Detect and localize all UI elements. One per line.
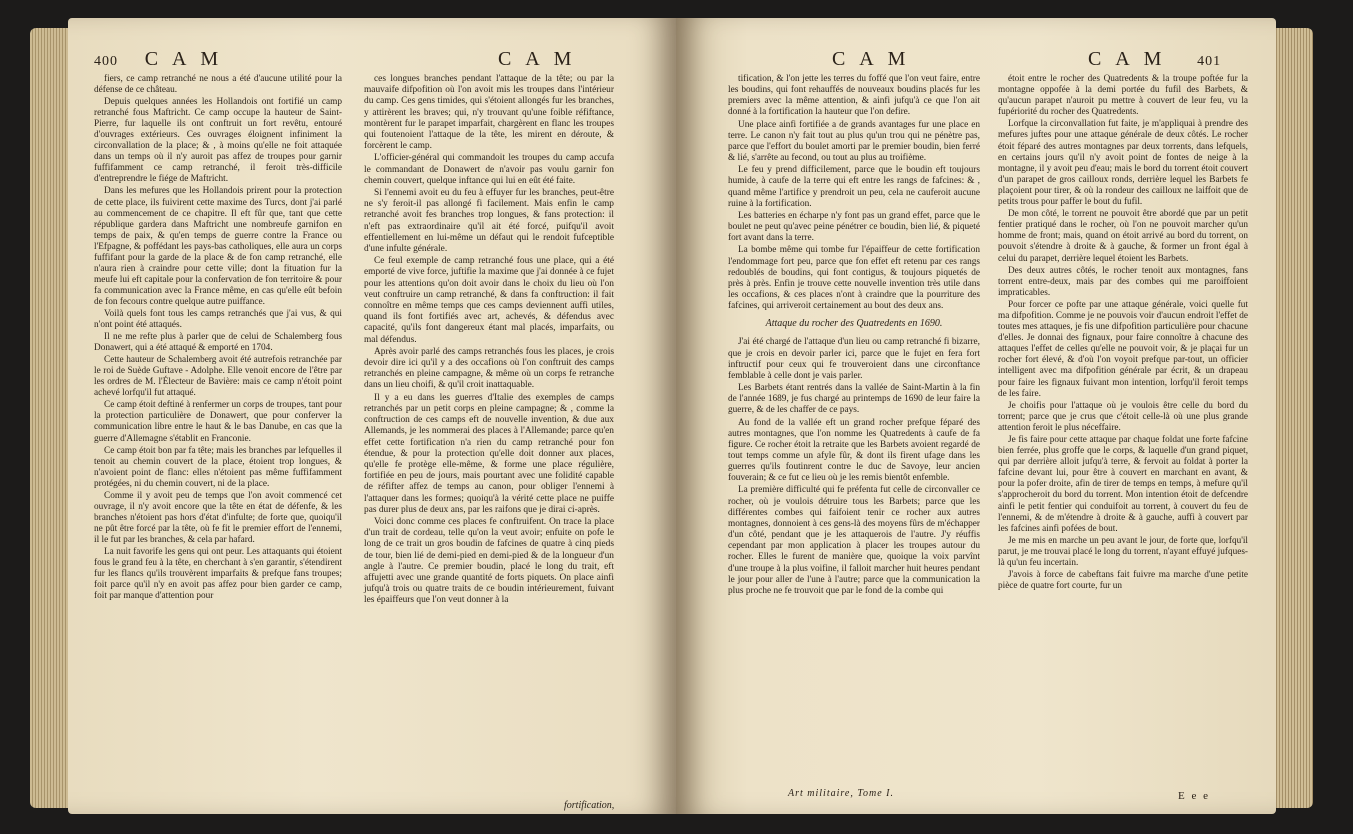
paragraph: Voici donc comme ces places fe conftruifent. On trace la place d'un trait de cordeau, telle qu'on la veut avoir; enfuite on pofe le long de ce trait un gros boudin de fafcines de quatre à cinq pieds de tour, bien lié de demi-pied en demi-pied & de la longueur d'un angle à l'autre. Ce premier boudin, placé le long du trait, eft affujetti avec une grande quantité de forts piquets. On place ainfi jufqu'à trois ou quatre traits de ce boudin intérieurement, fuivant les épaiffeurs que l'on veut donner à la xyxy=(364,516,614,606)
paragraph: Voilà quels font tous les camps retranchés que j'ai vus, & qui n'ont point été attaqués. xyxy=(94,308,342,331)
left-page-header xyxy=(94,48,223,70)
running-head-word: C A M xyxy=(1088,48,1167,70)
paragraph: Des deux autres côtés, le rocher tenoit aux montagnes, fans torrent entre-deux, mais par des combes qui me paroiffoient impraticables. xyxy=(998,265,1248,298)
left-page xyxy=(68,18,676,814)
page-edges-right xyxy=(1271,28,1313,808)
page-number: 401 xyxy=(1197,54,1222,69)
paragraph: Cette hauteur de Schalemberg avoit été autrefois retranchée par le roi de Suède Guftave - Adolphe. Elle venoit encore de l'être par les ordres de M. l'Électeur de Bavière: mais ce camp n'étoit point achevé lorfqu'il fut attaqué. xyxy=(94,355,342,399)
paragraph: Ce feul exemple de camp retranché fous une place, qui a été emporté de vive force, juftifie la maxime que j'ai donnée à ce fujet pour les attentions qu'on doit avoir dans le choix du lieu où l'on veut conftruire un camp retranché, & dans fa conftruction: il fait connoître en même temps que ces camps deviennent auffi utiles, quand ils font fortifiés avec art, achevés, & défendus avec capacité, qu'ils font dangereux étant mal placés, imparfaits, ou mal défendus. xyxy=(364,256,614,345)
paragraph: Depuis quelques années les Hollandois ont fortifié un camp retranché fous Maftricht. Ce camp occupe la hauteur de Saint-Pierre, fur laquelle ils ont conftruit un fort revêtu, entouré d'ouvrages extérieurs. Ces ouvrages éloignent infiniment la circonvallation de la place; & , à moins qu'elle ne foit attaquée dans un temps où il n'y auroit pas affez de troupes pour garnir fuffifamment ce camp retranché, il feroit très-difficile d'entreprendre le fiége de Maftricht. xyxy=(94,97,342,185)
text-column-right xyxy=(364,74,614,608)
right-page-header-col2 xyxy=(1088,48,1221,70)
paragraph: Pour forcer ce pofte par une attaque générale, voici quelle fut ma difpofition. Comme je ne pouvois voir d'aucun endroit l'effet de toutes mes attaques, je fis une difpofition particulière pour chacune d'elles. Je donnai des fignaux, pour faire connoître à chacune des attaques l'effet de celles qu'elle ne pouvoit voir, & je plaçai fur un rocher fort élevé, & d'où l'on voyoit prefque par-tout, un officier intelligent avec ma difpofition générale par écrit, & un drapeau pour faire les fignaux fuivant mon intention, lorfqu'il feroit temps de les faire. xyxy=(998,299,1248,399)
catchword: fortification, xyxy=(564,800,615,811)
paragraph: Le feu y prend difficilement, parce que le boudin eft toujours humide, à caufe de la terre qui eft entre les rangs de fafcines: & , quand même l'artifice y prendroit un peu, cela ne cauferoit aucune ruine à la fortification. xyxy=(728,165,980,209)
paragraph: Je fis faire pour cette attaque par chaque foldat une forte fafcine bien ferrée, plus groffe que le corps, & laquelle d'un grand piquet, qui par derrière alloit jufqu'à terre, & fervoit au foldat à porter la fafcine devant lui, pour être à couvert en marchant en avant, & pour la pofer droite, afin de tirer de temps en temps, à mefure qu'il s'approcheroit du bord du torrent. Mon intention étoit de defcendre ainfi le petit fentier qui conduifoit au torrent, à couvert du feu de l'ennemi, & de m'étendre à droite & à gauche, auffi à couvert par les fafcines ainfi pofées de bout. xyxy=(998,435,1248,534)
page-edges-left xyxy=(30,28,70,808)
right-page xyxy=(676,18,1276,814)
paragraph: Ce camp étoit bon par fa tête; mais les branches par lefquelles il tenoit au chemin couvert de la place, étoient trop longues, & n'avoient point de flanc: elles n'étoient pas même fuffifamment protégées, ni du chemin couvert, ni de la place. xyxy=(94,445,343,489)
page-number: 400 xyxy=(94,54,118,69)
text-column-left xyxy=(94,74,342,603)
paragraph: La première difficulté qui fe préfenta fut celle de circonvaller ce rocher, où je voulois détruire tous les Barbets; parce que les différentes combes qui faifoient tenir ce rocher aux autres montagnes, donnoient à ces gens-là des moyens fûrs de m'échapper d'un côté, pendant que je les attaquerois de l'autre. J'y réuffis cependant par mon application à placer les troupes autour du rocher. Elles le furent de manière que, quoique la voix parvînt d'une troupe à la plus voifine, il falloit marcher huit heures pendant le jour pour aller de l'une à l'autre; parce que la communication la plus proche ne fe trouvoit que par le fond de la combe qui xyxy=(728,485,980,596)
paragraph: L'officier-général qui commandoit les troupes du camp accufa le commandant de Donawert de n'avoir pas voulu garnir fon chemin couvert, quelque inftance qui lui en eût été faite. xyxy=(364,153,614,186)
paragraph: De mon côté, le torrent ne pouvoit être abordé que par un petit fentier pratiqué dans le rocher, où l'on ne pouvoit marcher qu'un homme de front; mais, quand on étoit arrivé au bord du torrent, on pouvoit s'étendre à droite & à gauche, & former un front égal à celui du parapet, derrière lequel étoient les Barbets. xyxy=(998,209,1248,264)
paragraph: Dans les mefures que les Hollandois prirent pour la protection de cette place, ils fuivirent cette maxime des Turcs, dont j'ai parlé au commencement de ce chapitre. Il eft fûr que, tant que cette république gardera dans Maftricht une nombreufe garnifon en temps de paix, & qu'en temps de guerre contre la France ou l'Efpagne, & poffédant les pays-bas catholiques, elle aura un corps fuffifant pour la garde de la place & de fon camp retranché, elle n'aura rien à craindre pour cette ville; dont la fituation fur la meufe lui eft capitale pour la confervation de fon territoire & pour fa communication avec la France même, en cas qu'elle eût befoin de fon fecours contre quelque autre puiffance. xyxy=(94,186,342,307)
paragraph: Au fond de la vallée eft un grand rocher prefque féparé des autres montagnes, que l'on nomme les Quatredents à caufe de fa figure. Ce rocher étoit la retraite que les Barbets avoient regardé de tout temps comme un afyle fûr, & dont ils firent ufage dans les guerres qu'ils foutinrent contre le duc de Savoye, leur ancien fouverain; & ce fut ce lieu où je les remis bientôt enfemble. xyxy=(728,417,980,484)
paragraph: Après avoir parlé des camps retranchés fous les places, je crois devoir dire ici qu'il y a des occafions où l'on conftruit des camps retranchés en pleine campagne, & même où un corps fe retranche dans un lieu choifi, & qu'il croit inattaquable. xyxy=(364,346,614,391)
running-head-word: C A M xyxy=(832,48,911,70)
signature-mark: E e e xyxy=(1178,790,1210,802)
paragraph: La bombe même qui tombe fur l'épaiffeur de cette fortification l'endommage fort peu, parce que fon effet eft retenu par ces rangs redoublés de boudins, qui font contigus, & toujours piquetés de près à près. Enfin je trouve cette nouvelle invention très utile dans les occafions, & ces places n'ont à craindre que la pourriture des fafcines, qui arriveroit certainement au bout des deux ans. xyxy=(728,245,980,312)
paragraph: Si l'ennemi avoit eu du feu à effuyer fur les branches, peut-être ne s'y feroit-il pas allongé fi facilement. Mais enfin le camp retranché avoit fes branches trop longues, & fans protection: il n'eft pas extraordinaire qu'il ait été forcé, puifqu'il avoit effentiellement en lui-même un défaut qui le rendoit fufceptible d'une infulte générale. xyxy=(364,188,614,255)
left-page-header-col2 xyxy=(498,48,576,70)
running-head-word: C A M xyxy=(144,48,224,70)
paragraph: fiers, ce camp retranché ne nous a été d'aucune utilité pour la défense de ce château. xyxy=(94,74,342,96)
paragraph: J'avois à force de cabeftans fait fuivre ma marche d'une petite pièce de quatre fort courte, fur un xyxy=(998,570,1248,592)
paragraph: Lorfque la circonvallation fut faite, je m'appliquai à prendre des mefures juftes pour une attaque générale de deux côtés. Le rocher étoit féparé des autres montagnes par deux torrents, dans lefquels, en certains jours qu'il n'y avoit point de fontes de neige à la montagne, il y avoit peu d'eau; mais le bord du torrent étoit couvert d'un parapet de gros cailloux ronds, derrière lequel les Barbets fe plaçoient pour tirer, & où la rondeur des cailloux ne laiffoit que de petits trous pour paffer le bout du fufil. xyxy=(998,119,1248,208)
paragraph: La nuit favorife les gens qui ont peur. Les attaquants qui étoient fous le grand feu à la tête, en cherchant à s'en garantir, s'étendirent fur les flancs qu'ils trouvèrent imparfaits & prefque fans troupes; foit parce qu'il n'y en avoit pas affez pour bien garder ce camp, foit par manque d'attention pour xyxy=(94,546,342,602)
section-subheading: Attaque du rocher des Quatredents en 1690. xyxy=(765,318,943,330)
paragraph: étoit entre le rocher des Quatredents & la troupe poftée fur la montagne oppofée à la demi portée du fufil des Barbets, & qu'aucun parapet n'auroit pu mettre à couvert de leur feu, vu la fupériorité du rocher des Quatredents. xyxy=(998,74,1248,118)
paragraph: Les Barbets étant rentrés dans la vallée de Saint-Martin à la fin de l'année 1689, je fus chargé au printemps de 1690 de leur faire la guerre, & de les chaffer de ce pays. xyxy=(728,383,980,416)
paragraph: Une place ainfi fortifiée a de grands avantages fur une place en terre. Le canon n'y fait tout au plus qu'un trou qui ne pénètre pas, parce que l'effort du boulet amorti par le premier boudin, bien ferré & lié, s'arrête au fecond, ou tout au plus au troifième. xyxy=(728,119,980,164)
footer-title: Art militaire, Tome I. xyxy=(788,788,894,799)
paragraph: Les batteries en écharpe n'y font pas un grand effet, parce que le boulet ne peut qu'avec peine pénétrer ce boudin, bien lié, & piqueté fort avant dans la terre. xyxy=(728,210,980,244)
paragraph: J'ai été chargé de l'attaque d'un lieu ou camp retranché fi bizarre, que je crois en devoir parler ici, parce que le fujet en fera fort inftructif pour ceux qui fe trouveroient dans une circonftance femblable à celle dont je vais parler. xyxy=(728,337,980,381)
running-head-word: C A M xyxy=(498,48,577,70)
paragraph: Comme il y avoit peu de temps que l'on avoit commencé cet ouvrage, il n'y avoit encore que la tête en état de défenfe, & les branches n'étoient pas hors d'état d'infulte; de forte que, quoiqu'il ne pût être forcé par la tête, où fe fit le premier effort de l'ennemi, il le fut par les branches, & cela par hafard. xyxy=(94,490,342,545)
paragraph: Ce camp étoit deftiné à renfermer un corps de troupes, tant pour la protection particulière de Donawert, que pour conferver la communication libre entre le haut & le bas Danube, en cas que la guerre d'Allemagne s'établit en Franconie. xyxy=(94,400,343,444)
paragraph: tification, & l'on jette les terres du foffé que l'on veut faire, entre les boudins, qui font rehauffés de nouveaux boudins placés fur les premiers avec la même attention, & ainfi jufqu'à ce que l'on ait donné à la fortification la hauteur que l'on defire. xyxy=(728,74,980,118)
right-page-header xyxy=(832,48,910,70)
paragraph: ces longues branches pendant l'attaque de la tête; ou par la mauvaife difpofition où l'on avoit mis les troupes dans l'intérieur du camp. Ces gens timides, qui s'étoient allongés fur les branches, y attirèrent les braves; qui, n'y trouvant qu'une foible réfiftance, montèrent fur le parapet imparfait, chargèrent en flanc les troupes qui foutenoient l'attaque de la tête, les mirent en déroute, & forcèrent le camp. xyxy=(364,74,614,152)
paragraph: Je choifis pour l'attaque où je voulois être celle du bord du torrent; parce que je crus que c'étoit celle-là où une plus grande attention feroit le plus néceffaire. xyxy=(998,400,1248,433)
paragraph: Il y a eu dans les guerres d'Italie des exemples de camps retranchés par un petit corps en pleine campagne; & , comme la conftruction de ces camps eft de nouvelle invention, & due aux Allemands, je les nommerai des places à l'Allemande; parce qu'en effet cette fortification n'a rien du camp retranché pour fon étendue, & pour la protection qu'elle doit donner aux places, qu'elle fe protège elle-même, & forme une place régulière, fortifiée en peu de jours, mais pourtant avec une folidité capable de réfifter affez de temps au canon, pour obliger l'ennemi à l'attaquer dans les formes; quoiqu'à la vérité cette place ne puiffe pas durer plus de deux ans, par les raifons que je dirai ci-après. xyxy=(364,392,614,515)
paragraph: Je me mis en marche un peu avant le jour, de forte que, lorfqu'il parut, je me trouvai placé le long du torrent, n'ayant effuyé jufques-là qu'un feu incertain. xyxy=(998,535,1248,569)
text-column-right xyxy=(998,74,1248,593)
text-column-left xyxy=(728,74,980,598)
paragraph: Il ne me refte plus à parler que de celui de Schalemberg fous Donawert, qui a été attaqué & emporté en 1704. xyxy=(94,332,342,354)
